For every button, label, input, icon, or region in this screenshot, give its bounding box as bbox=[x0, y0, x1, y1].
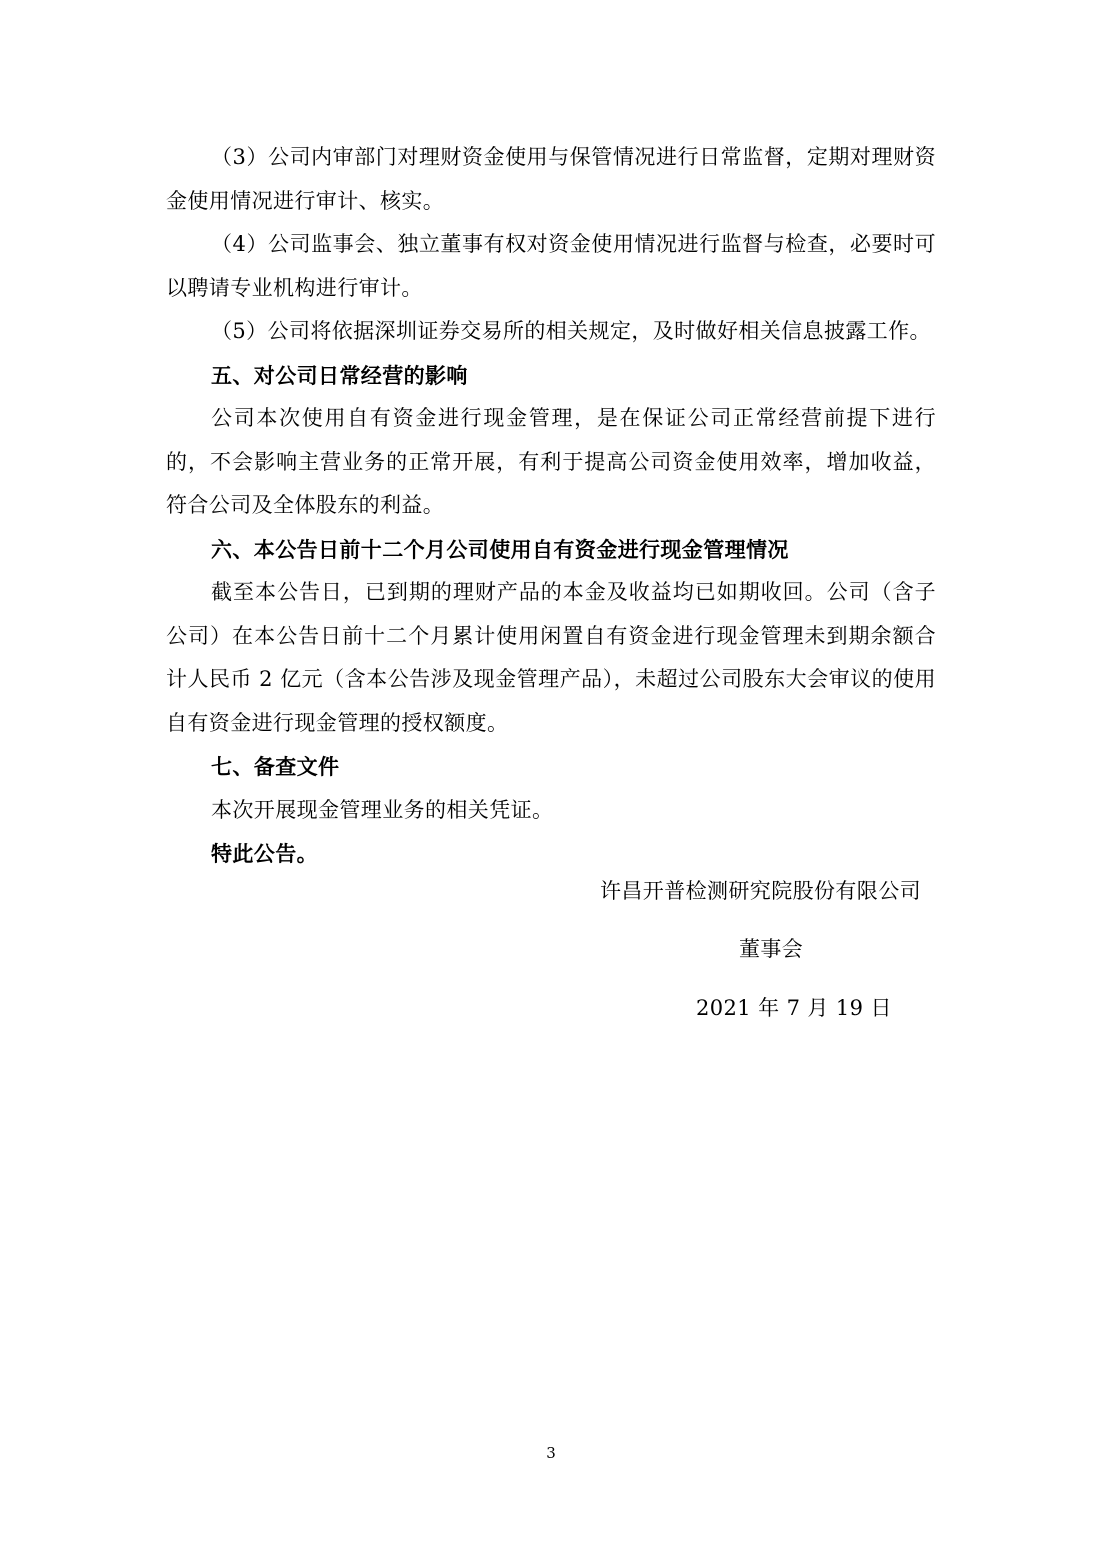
section-heading-7: 七、备查文件 bbox=[211, 754, 340, 779]
section-heading-5: 五、对公司日常经营的影响 bbox=[211, 362, 468, 388]
section-heading-6: 六、本公告日前十二个月公司使用自有资金进行现金管理情况 bbox=[211, 536, 789, 562]
paragraph-item-5: （5）公司将依据深圳证券交易所的相关规定，及时做好相关信息披露工作。 bbox=[211, 319, 931, 343]
paragraph-impact: 公司本次使用自有资金进行现金管理，是在保证公司正常经营前提下进行的，不会影响主营业务的正常开展，有利于提高公司资金使用效率，增加收益，符合公司及全体股东的利益。 bbox=[166, 406, 936, 517]
page-number: 3 bbox=[546, 1444, 556, 1462]
signature-date: 2021 年 7 月 19 日 bbox=[696, 996, 892, 1020]
signature-company: 许昌开普检测研究院股份有限公司 bbox=[600, 879, 921, 903]
signature-board: 董事会 bbox=[739, 937, 804, 961]
paragraph-history: 截至本公告日，已到期的理财产品的本金及收益均已如期收回。公司（含子公司）在本公告日前十二个月累计使用闲置自有资金进行现金管理未到期余额合计人民币 2 亿元（含本公告涉及现金管理产品），未超过公司股东大会审议的使用自有资金进行现金管理的授权额度。 bbox=[166, 580, 936, 735]
closing-statement: 特此公告。 bbox=[211, 841, 318, 866]
document-body bbox=[166, 136, 936, 876]
paragraph-documents: 本次开展现金管理业务的相关凭证。 bbox=[211, 797, 554, 822]
paragraph-item-3: （3）公司内审部门对理财资金使用与保管情况进行日常监督，定期对理财资金使用情况进行审计、核实。 bbox=[166, 145, 936, 213]
paragraph-item-4: （4）公司监事会、独立董事有权对资金使用情况进行监督与检查，必要时可以聘请专业机构进行审计。 bbox=[166, 232, 936, 300]
